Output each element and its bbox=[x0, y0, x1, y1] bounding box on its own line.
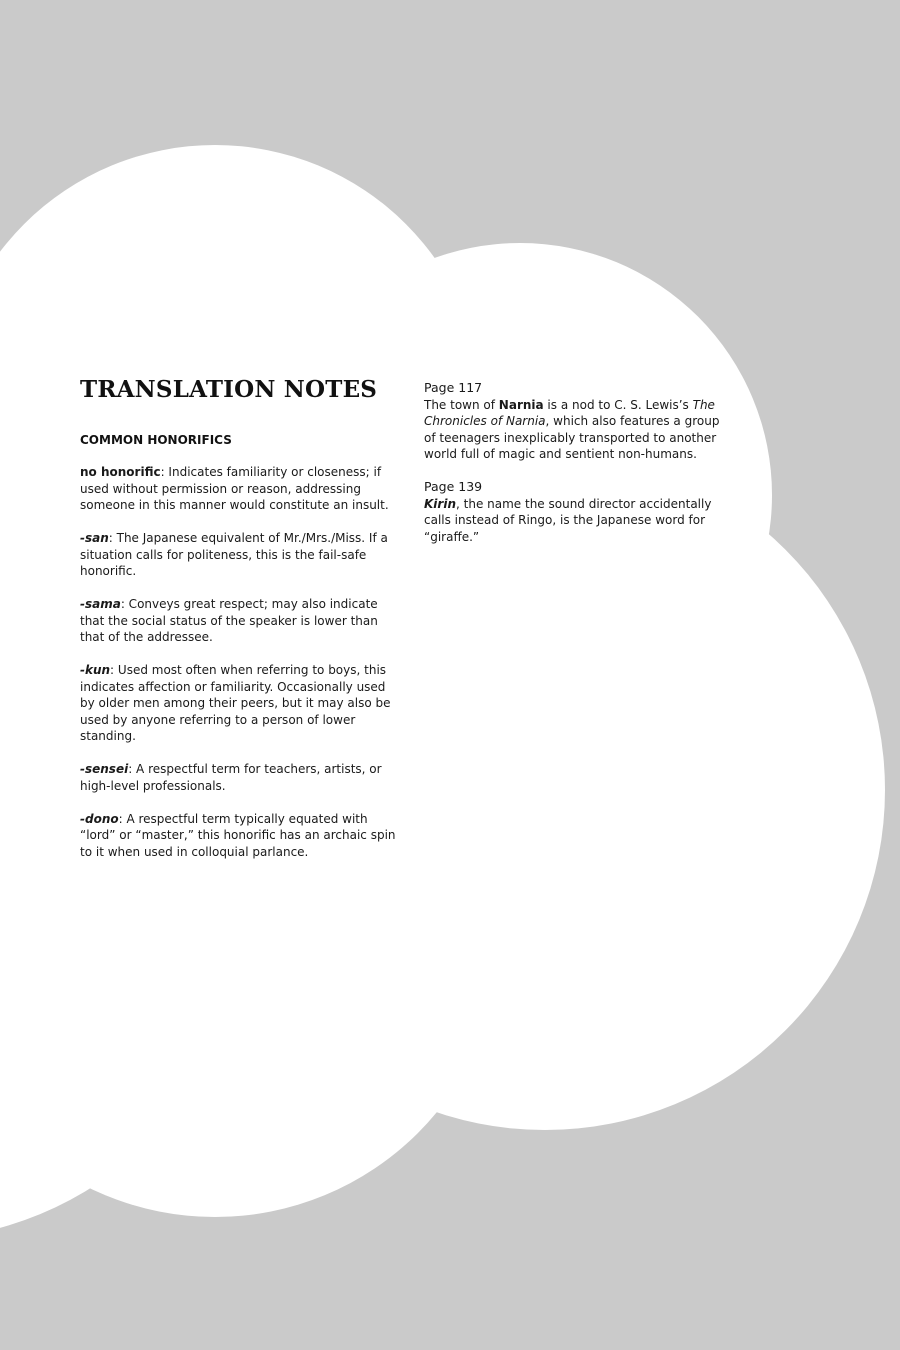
note-term: Kirin bbox=[424, 496, 456, 511]
honorific-definition: : Conveys great respect; may also indicate that the social status of the speaker is lower than that of the addressee. bbox=[80, 597, 378, 644]
honorific-entry bbox=[80, 530, 400, 580]
translation-note bbox=[424, 496, 734, 546]
translation-note bbox=[424, 397, 734, 463]
note-book-title: The Chronicles of Narnia bbox=[424, 397, 715, 428]
honorific-term: -kun bbox=[80, 663, 111, 677]
honorific-definition: : A respectful term typically equated with “lord” or “master,” this honorific has an archaic spin to it when used in colloquial parlance. bbox=[80, 811, 396, 859]
note-text: is a nod to C. S. Lewis’s bbox=[543, 397, 693, 412]
honorific-entry bbox=[80, 596, 400, 646]
honorific-term: -dono bbox=[80, 811, 119, 826]
honorific-definition: : Indicates familiarity or closeness; if used without permission or reason, addressing someone in this manner would constitute an insult. bbox=[80, 465, 389, 512]
note-text: The town of bbox=[424, 397, 499, 412]
honorific-term: -sama bbox=[80, 597, 121, 611]
note-term: Narnia bbox=[498, 397, 544, 412]
honorific-entry bbox=[80, 811, 400, 861]
section-heading-honorifics: COMMON HONORIFICS bbox=[80, 433, 232, 447]
honorific-entry bbox=[80, 761, 400, 794]
honorific-term: -sensei bbox=[80, 762, 129, 776]
note-page-label: Page 139 bbox=[424, 479, 483, 494]
note-text: , the name the sound director accidentally calls instead of Ringo, is the Japanese word for “giraffe.” bbox=[424, 496, 712, 544]
honorific-definition: : The Japanese equivalent of Mr./Mrs./Miss. If a situation calls for politeness, this is the fail-safe honorific. bbox=[80, 531, 388, 578]
note-text: , which also features a group of teenagers inexplicably transported to another world full of magic and sentient non-humans. bbox=[424, 414, 720, 461]
note-page-label: Page 117 bbox=[424, 380, 483, 395]
honorific-definition: : A respectful term for teachers, artists, or high-level professionals. bbox=[80, 762, 382, 793]
left-column bbox=[80, 376, 400, 877]
page-title: TRANSLATION NOTES bbox=[80, 376, 378, 403]
honorific-entry bbox=[80, 662, 400, 745]
honorific-term: no honorific bbox=[80, 465, 161, 479]
honorific-entry bbox=[80, 464, 400, 514]
honorific-term: -san bbox=[80, 531, 109, 545]
right-column bbox=[424, 380, 734, 562]
honorific-definition: : Used most often when referring to boys, this indicates affection or familiarity. Occasionally used by older men among their peers, but it may also be used by anyone referring to a person of lower standing. bbox=[80, 663, 391, 743]
